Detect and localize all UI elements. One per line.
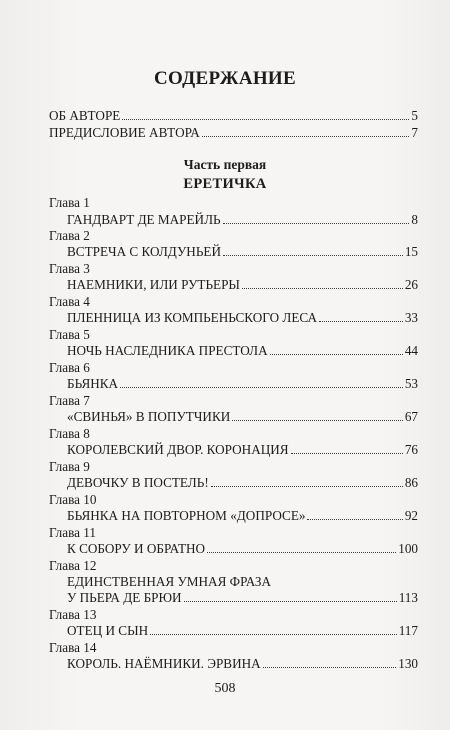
chapter-label: Глава 5 (49, 327, 90, 342)
toc-entry-page: 130 (398, 656, 418, 671)
chapter-label: Глава 14 (49, 640, 97, 655)
toc-leader-dots (232, 420, 403, 421)
toc-entry-title-line1: ЕДИНСТВЕННАЯ УМНАЯ ФРАЗА (67, 574, 272, 589)
toc-entry-title: НОЧЬ НАСЛЕДНИКА ПРЕСТОЛА (67, 343, 268, 358)
chapter-label: Глава 6 (49, 360, 90, 375)
toc-leader-dots (150, 634, 397, 635)
toc-entry-title: ПРЕДИСЛОВИЕ АВТОРА (49, 125, 200, 140)
chapter-label: Глава 7 (49, 393, 90, 408)
toc-leader-dots (207, 552, 396, 553)
chapter-label: Глава 1 (49, 195, 90, 210)
part-label: Часть первая (183, 157, 267, 172)
toc-entry-chapter (67, 310, 418, 325)
toc-entry-page: 86 (404, 475, 418, 490)
part-name: ЕРЕТИЧКА (183, 176, 267, 192)
chapter-label: Глава 8 (49, 426, 90, 441)
toc-entry-chapter (67, 343, 418, 358)
toc-entry-about-author (49, 108, 418, 123)
toc-entry-chapter (67, 409, 418, 424)
toc-entry-title: ПЛЕННИЦА ИЗ КОМПЬЕНЬСКОГО ЛЕСА (67, 310, 318, 325)
chapter-label: Глава 12 (49, 558, 97, 573)
toc-entry-page: 113 (398, 590, 418, 605)
chapter-label: Глава 13 (49, 607, 97, 622)
toc-leader-dots (223, 223, 410, 224)
toc-entry-page: 44 (404, 343, 418, 358)
toc-entry-title: ДЕВОЧКУ В ПОСТЕЛЬ! (67, 475, 209, 490)
toc-entry-title: ОБ АВТОРЕ (49, 108, 121, 123)
toc-leader-dots (120, 387, 403, 388)
toc-entry-title: ОТЕЦ И СЫН (67, 623, 149, 638)
toc-entry-page: 92 (404, 508, 418, 523)
toc-entry-page: 117 (398, 623, 418, 638)
toc-entry-page: 100 (398, 541, 418, 556)
toc-entry-chapter (67, 244, 418, 259)
toc-entry-page: 8 (411, 212, 418, 227)
chapter-label: Глава 2 (49, 228, 90, 243)
toc-leader-dots (184, 601, 397, 602)
toc-entry-title: ГАНДВАРТ ДЕ МАРЕЙЛЬ (67, 212, 221, 227)
toc-entry-title: БЬЯНКА НА ПОВТОРНОМ «ДОПРОСЕ» (67, 508, 306, 523)
toc-entry-chapter (67, 623, 418, 638)
toc-entry-title: К СОБОРУ И ОБРАТНО (67, 541, 206, 556)
toc-entry-page: 26 (404, 277, 418, 292)
toc-entry-title: ВСТРЕЧА С КОЛДУНЬЕЙ (67, 244, 221, 259)
toc-entry-page: 5 (411, 108, 418, 123)
toc-entry-chapter (67, 475, 418, 490)
toc-entry-chapter (67, 656, 418, 671)
toc-entry-chapter (67, 508, 418, 523)
toc-entry-page: 76 (404, 442, 418, 457)
chapter-label: Глава 11 (49, 525, 96, 540)
toc-leader-dots (211, 486, 403, 487)
chapter-label: Глава 9 (49, 459, 90, 474)
toc-leader-dots (202, 136, 410, 137)
toc-entry-chapter (67, 277, 418, 292)
toc-leader-dots (122, 119, 409, 120)
chapter-label: Глава 10 (49, 492, 97, 507)
toc-entry-title: «СВИНЬЯ» В ПОПУТЧИКИ (67, 409, 231, 424)
toc-entry-title: БЬЯНКА (67, 376, 119, 391)
toc-leader-dots (270, 354, 403, 355)
toc-entry-page: 15 (404, 244, 418, 259)
toc-leader-dots (319, 321, 403, 322)
toc-leader-dots (307, 519, 402, 520)
toc-entry-chapter (67, 212, 418, 227)
chapter-label: Глава 4 (49, 294, 90, 309)
page-title: СОДЕРЖАНИЕ (154, 68, 296, 89)
toc-leader-dots (223, 255, 403, 256)
toc-entry-chapter (67, 590, 418, 605)
toc-entry-title: У ПЬЕРА ДЕ БРЮИ (67, 590, 182, 605)
toc-entry-title: КОРОЛЕВСКИЙ ДВОР. КОРОНАЦИЯ (67, 442, 289, 457)
toc-leader-dots (242, 288, 403, 289)
toc-entry-page: 7 (411, 125, 418, 140)
toc-entry-preface (49, 125, 418, 140)
page-number: 508 (214, 681, 236, 696)
toc-leader-dots (263, 667, 397, 668)
toc-entry-page: 33 (404, 310, 418, 325)
toc-leader-dots (291, 453, 403, 454)
toc-entry-page: 67 (404, 409, 418, 424)
toc-entry-chapter (67, 442, 418, 457)
chapter-label: Глава 3 (49, 261, 90, 276)
toc-entry-chapter (67, 376, 418, 391)
toc-entry-page: 53 (404, 376, 418, 391)
toc-entry-chapter (67, 541, 418, 556)
toc-entry-title: КОРОЛЬ. НАЁМНИКИ. ЭРВИНА (67, 656, 261, 671)
toc-entry-title: НАЕМНИКИ, ИЛИ РУТЬЕРЫ (67, 277, 240, 292)
